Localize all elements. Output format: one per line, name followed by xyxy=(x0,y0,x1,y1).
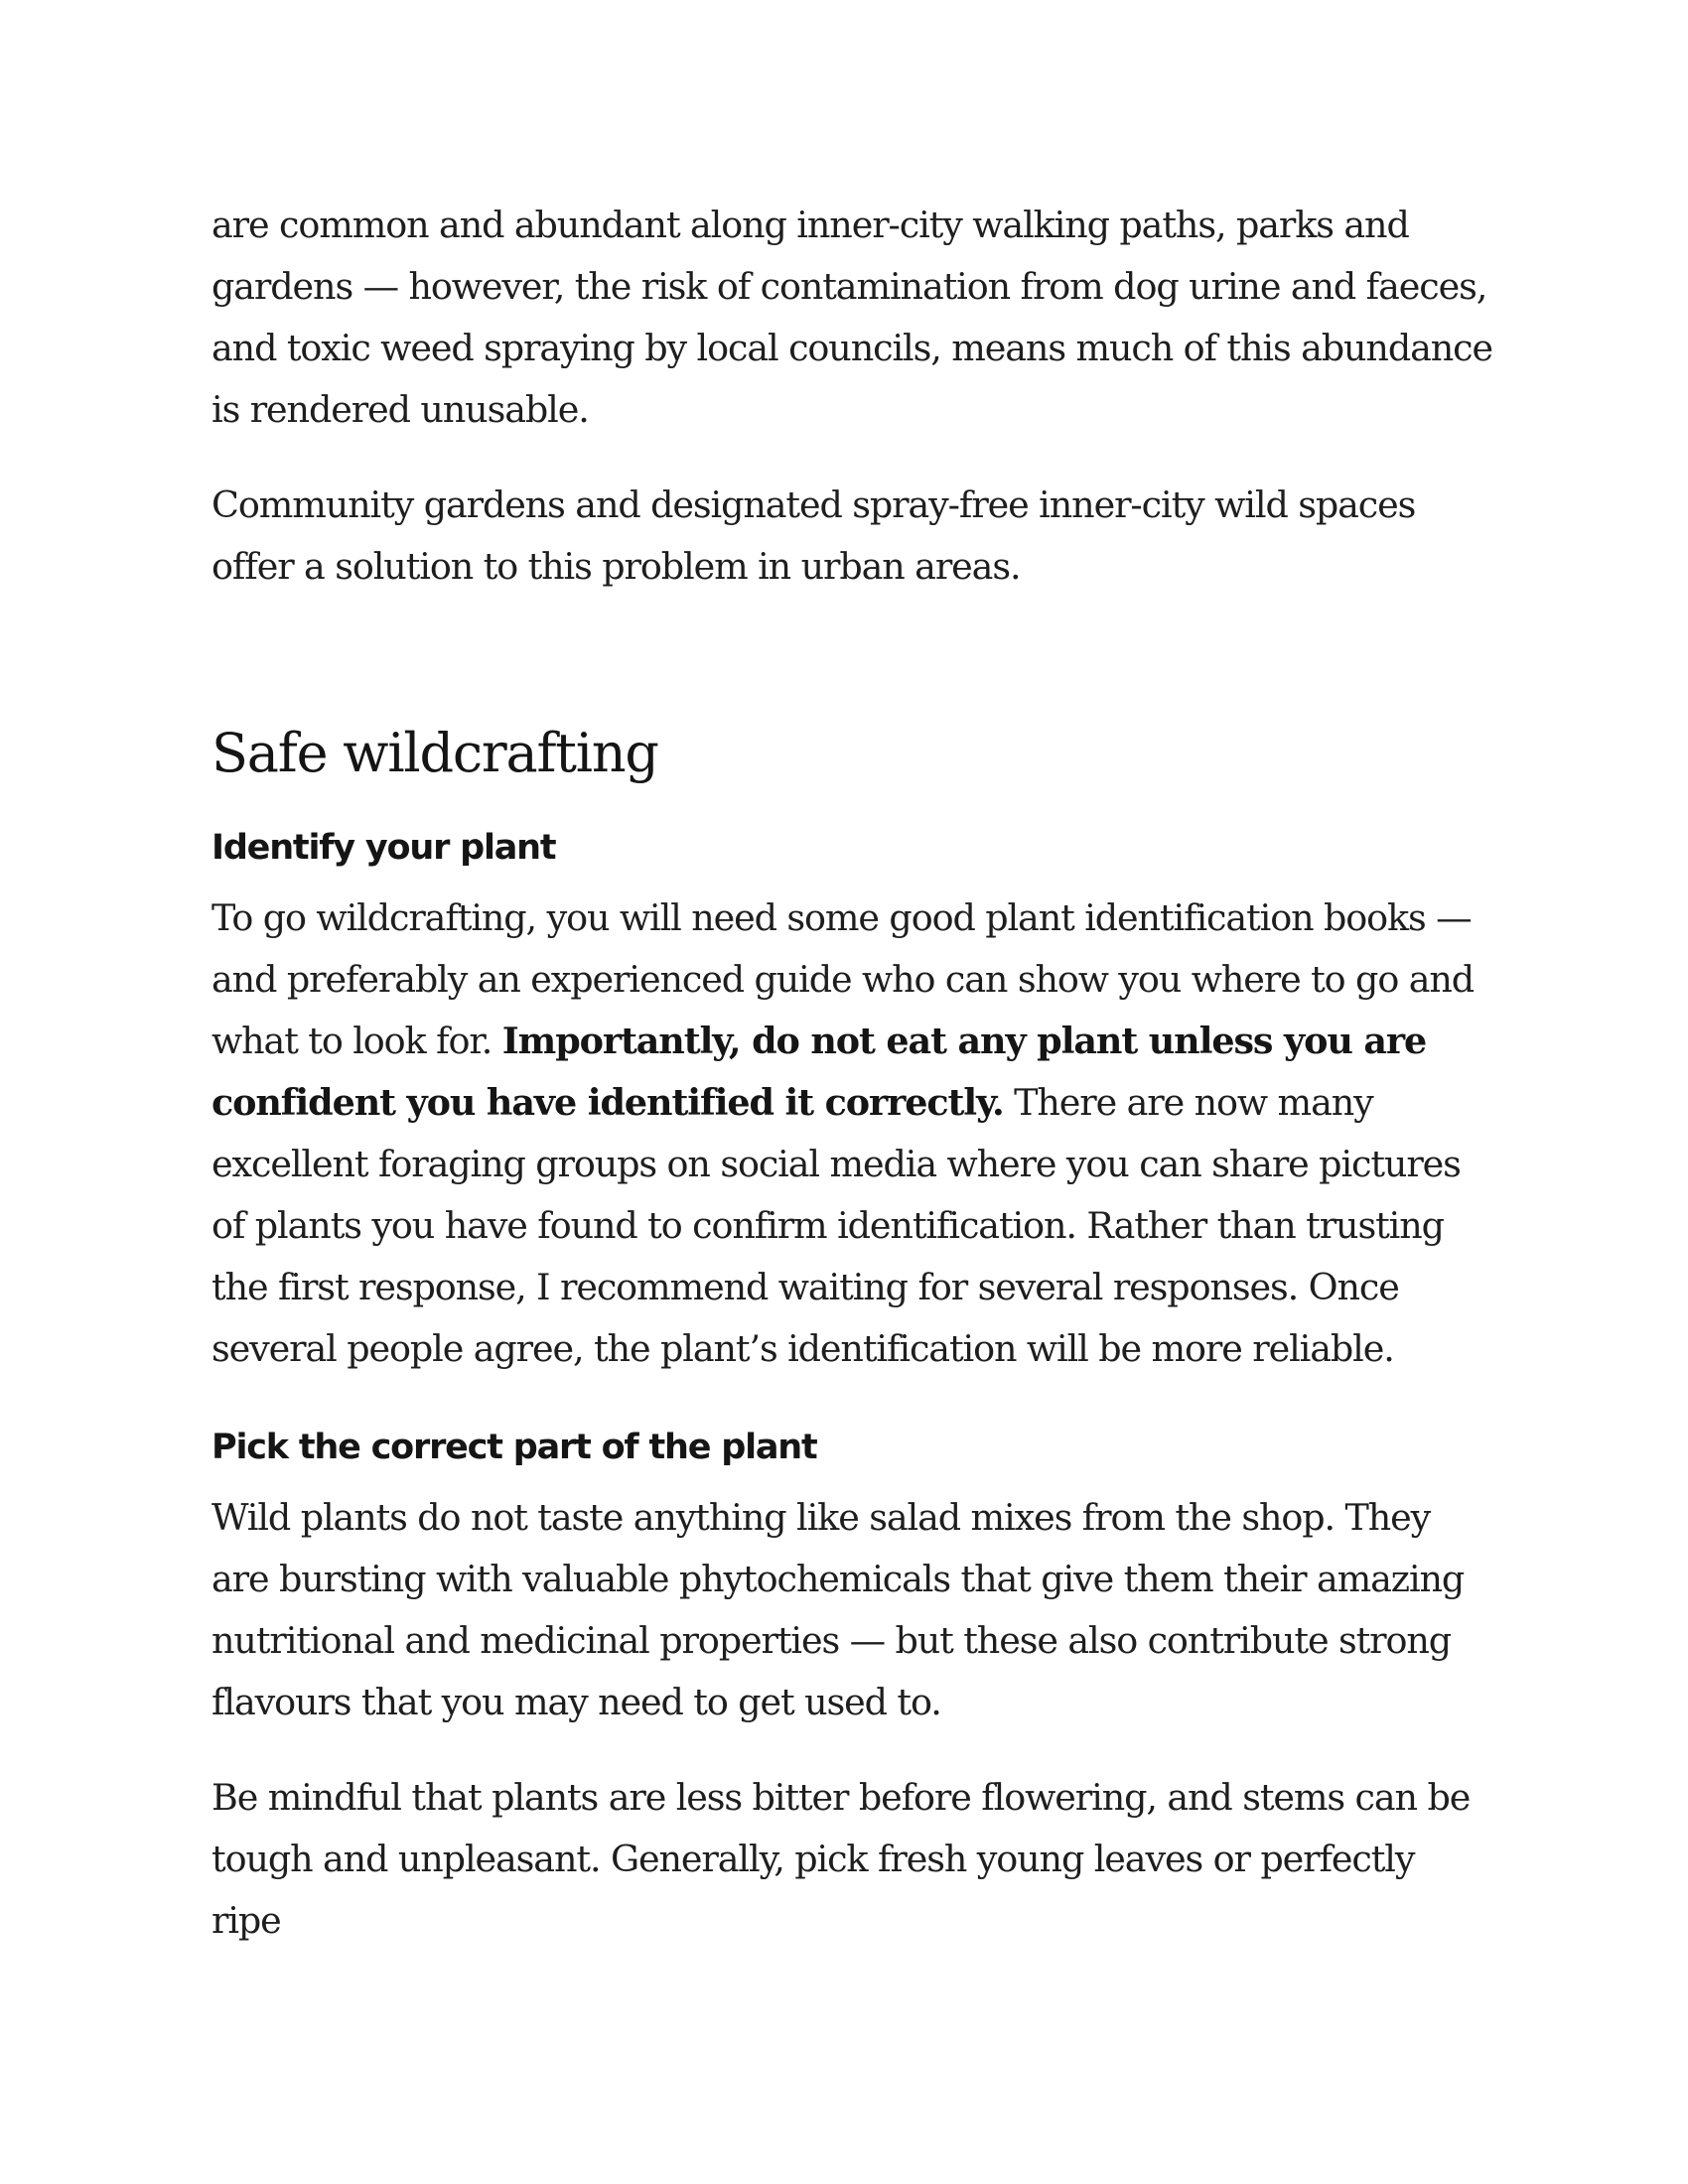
identify-text-after: There are now many excellent foraging groups on social media where you can share pictures of plants you have found to confirm identification. Rather than trusting the first response, I recommend waiting for several responses. Once several people agree, the plant’s identification will be more reliable. xyxy=(211,1081,1461,1370)
identify-paragraph xyxy=(211,887,1492,1380)
pick-paragraph-2: Be mindful that plants are less bitter before flowering, and stems can be tough and unpleasant. Generally, pick fresh young leaves or perfectly ripe xyxy=(211,1776,1471,1942)
pick-paragraph-1: Wild plants do not taste anything like salad mixes from the shop. They are bursting with valuable phytochemicals that give them their amazing nutritional and medicinal properties — but these also contribute strong flavours that you may need to get used to. xyxy=(211,1496,1465,1723)
intro-paragraph-1: are common and abundant along inner-city walking paths, parks and gardens — however, the risk of contamination from dog urine and faeces, and toxic weed spraying by local councils, means much of this abundance is rendered unusable. xyxy=(211,204,1493,431)
subheading-pick: Pick the correct part of the plant xyxy=(211,1428,817,1467)
subheading-identify: Identify your plant xyxy=(211,828,556,868)
document-page xyxy=(211,195,1492,1952)
intro-paragraph-2: Community gardens and designated spray-free inner-city wild spaces offer a solution to this problem in urban areas. xyxy=(211,483,1416,588)
identify-bold-warning: Importantly, do not eat any plant unless you are confident you have identified it correctly. xyxy=(211,1020,1427,1124)
identify-text-before: To go wildcrafting, you will need some good plant identification books — and preferably an experienced guide who can show you where to go and what to look for. xyxy=(211,896,1475,1062)
section-title: Safe wildcrafting xyxy=(211,722,658,784)
